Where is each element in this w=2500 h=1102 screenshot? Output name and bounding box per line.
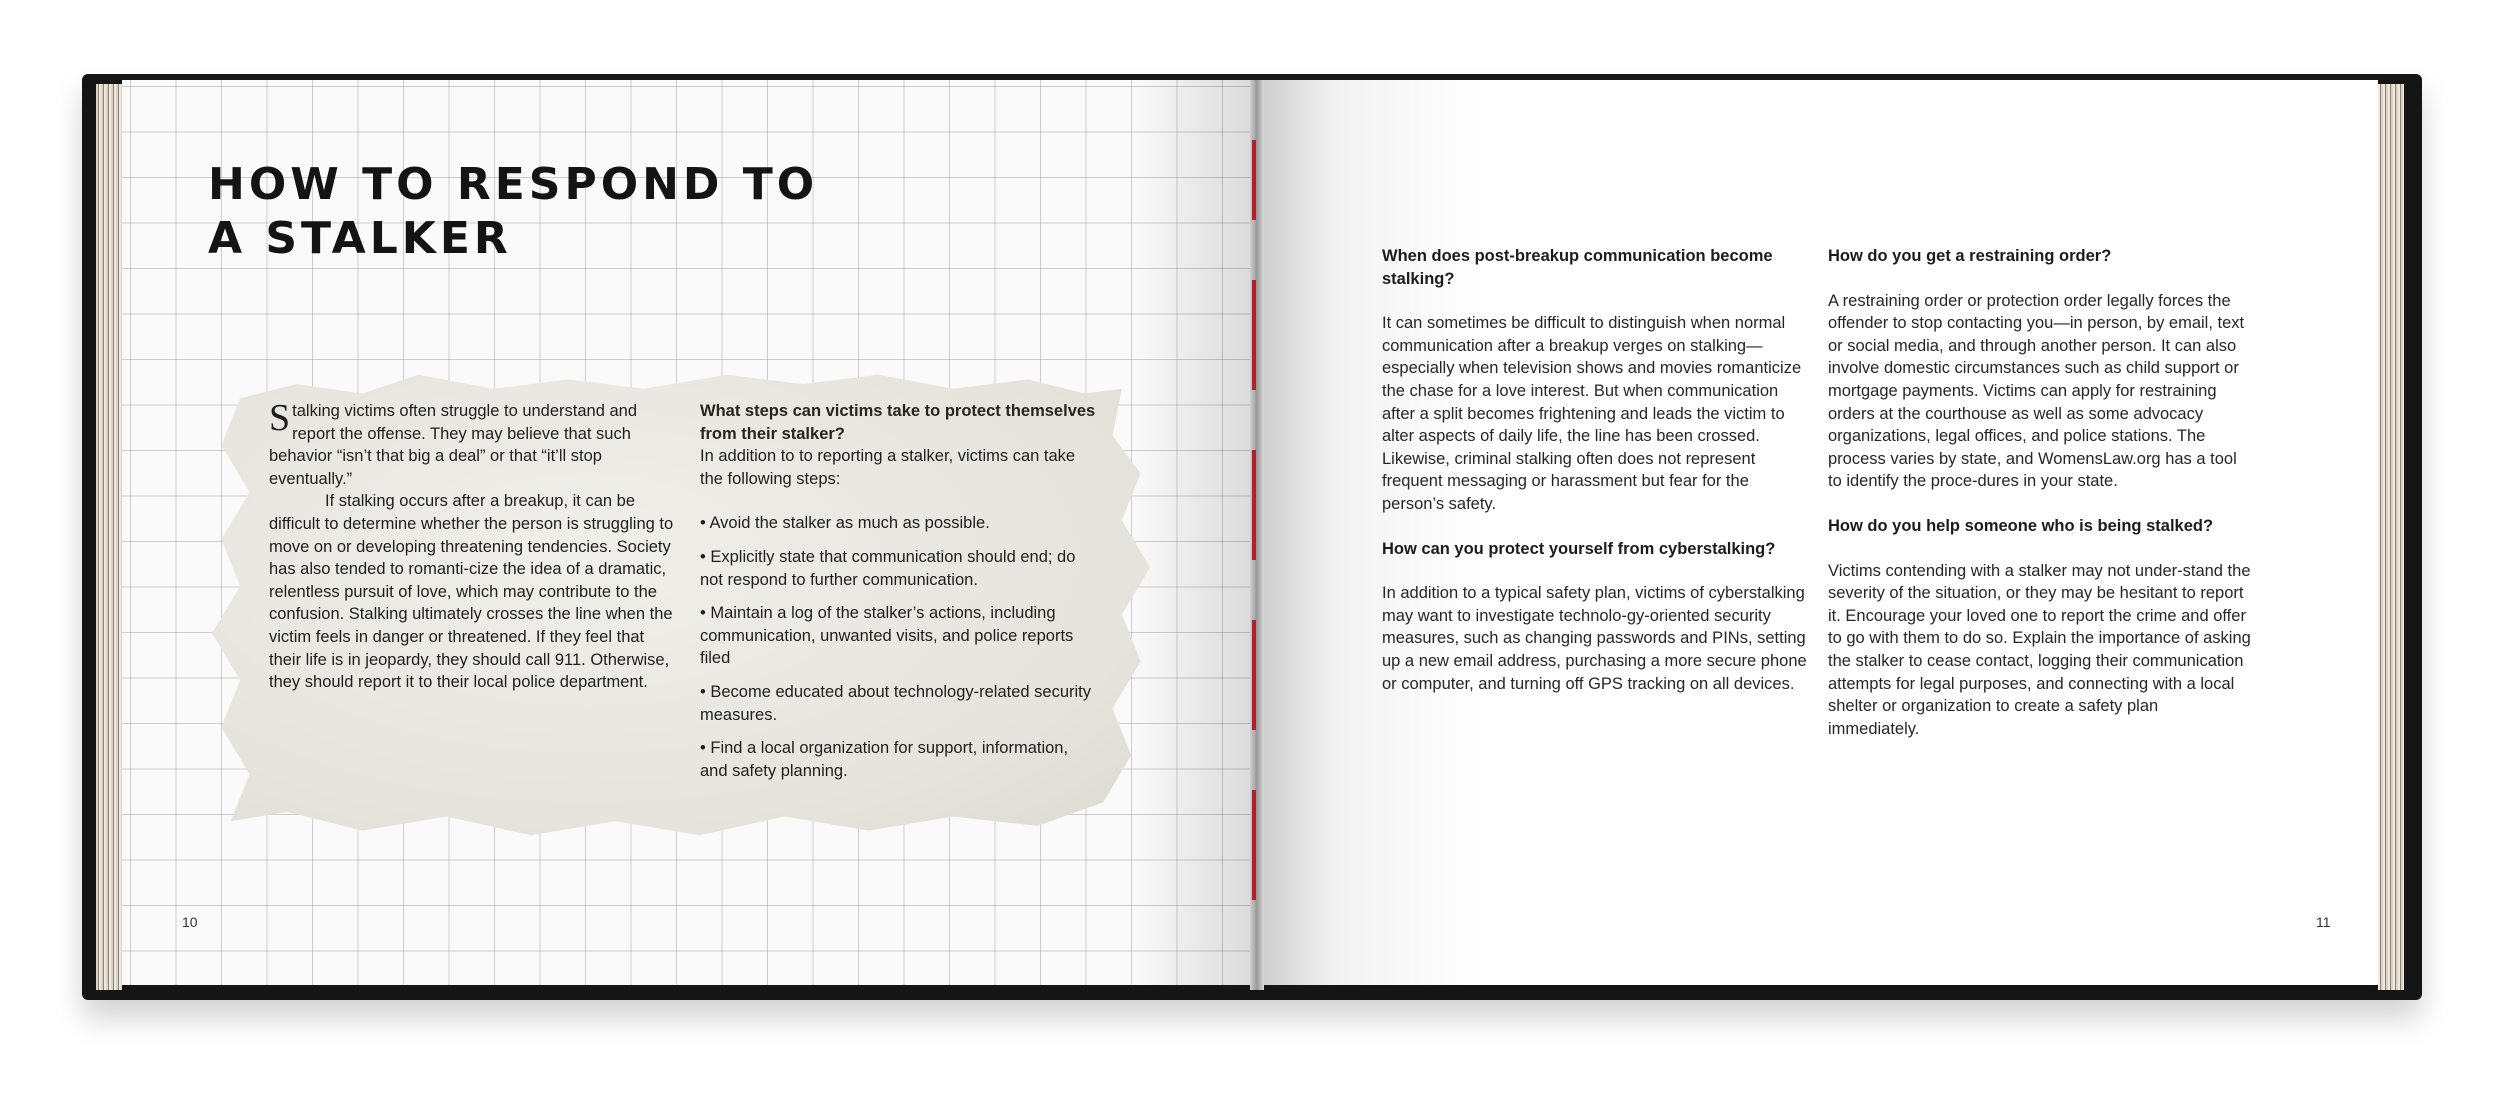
steps-list [700,512,1100,782]
page-number-left: 10 [182,914,198,930]
list-item: • Explicitly state that communication should end; do not respond to further communication. [700,547,1076,589]
spine-stitch [1252,620,1256,730]
list-item: • Become educated about technology-related security measures. [700,682,1092,724]
right-column-2 [1828,245,2253,762]
right-column-1 [1382,245,1807,717]
spine-stitch [1252,140,1256,220]
page-number-right: 11 [2316,914,2331,930]
spine-stitch [1252,790,1256,900]
section-heading: How do you get a restraining order? [1828,247,2112,265]
steps-heading: What steps can victims take to protect themselves from their stalker? [700,402,1096,443]
page-stack-left [96,84,122,990]
list-item: • Avoid the stalker as much as possible. [700,514,990,533]
section-body: It can sometimes be difficult to distinguish when normal communication after a breakup verges on stalking—especially when television shows and movies romanticize the chase for a love interest. But when communication after a split becomes frightening and leads the victim to alter aspects of daily life, the line has been crossed. Likewise, criminal stalking often does not represent frequent messaging or harassment but fear for the person’s safety. [1382,314,1802,513]
intro-column [269,397,679,694]
spine-stitch [1252,450,1256,560]
page-stack-right [2378,84,2404,990]
spine-stitch [1252,280,1256,390]
section-heading: How do you help someone who is being stalked? [1828,516,2214,535]
intro-paragraph [269,397,679,490]
steps-intro: In addition to to reporting a stalker, victims can take the following steps: [700,447,1076,488]
section-heading: When does post-breakup communication become stalking? [1382,247,1773,288]
list-item: • Find a local organization for support, information, and safety planning. [700,739,1069,780]
steps-column [700,400,1100,793]
intro-text: talking victims often struggle to understand and report the offense. They may believe that such behavior “isn’t that big a deal” or that “it’ll stop eventually.” [269,402,638,488]
section-heading: How can you protect yourself from cyberstalking? [1382,539,1776,558]
section-body: In addition to a typical safety plan, victims of cyberstalking may want to investigate technolo-gy-oriented security measures, such as changing passwords and PINs, setting up a new email address, purchasing a more secure phone or computer, and turning off GPS tracking on all devices. [1382,584,1807,693]
section-body: A restraining order or protection order legally forces the offender to stop contacting you—in person, by email, text or social media, and through another person. It can also involve domestic circumstances such as child support or mortgage payments. Victims can apply for restraining orders at the courthouse as well as some advocacy organizations, legal offices, and police stations. The process varies by state, and WomensLaw.org has a tool to identify the proce-dures in your state. [1828,291,2245,491]
drop-cap: S [269,397,291,439]
page-title [208,158,818,266]
section-body: Victims contending with a stalker may not under-stand the severity of the situation, or they may be hesitant to report it. Encourage your loved one to report the crime and offer to go with them to do so. Explain the importance of asking the stalker to cease contact, logging their communication attempts for legal purposes, and connecting with a local shelter or organization to create a safety plan immediately. [1828,561,2251,738]
list-item: • Maintain a log of the stalker’s actions, including communication, unwanted visits, and police reports filed [700,604,1074,668]
title-line: A STALKER [208,213,512,264]
intro-paragraph-2: If stalking occurs after a breakup, it can be difficult to determine whether the person is struggling to move on or developing threatening tendencies. Society has also tended to romanti-cize the idea of a dramatic, relentless pursuit of love, which may contribute to the confusion. Stalking ultimately crosses the line when the victim feels in danger or threatened. If they feel that their life is in jeopardy, they should call 911. Otherwise, they should report it to their local police department. [269,492,674,692]
title-line: HOW TO RESPOND TO [208,159,819,210]
